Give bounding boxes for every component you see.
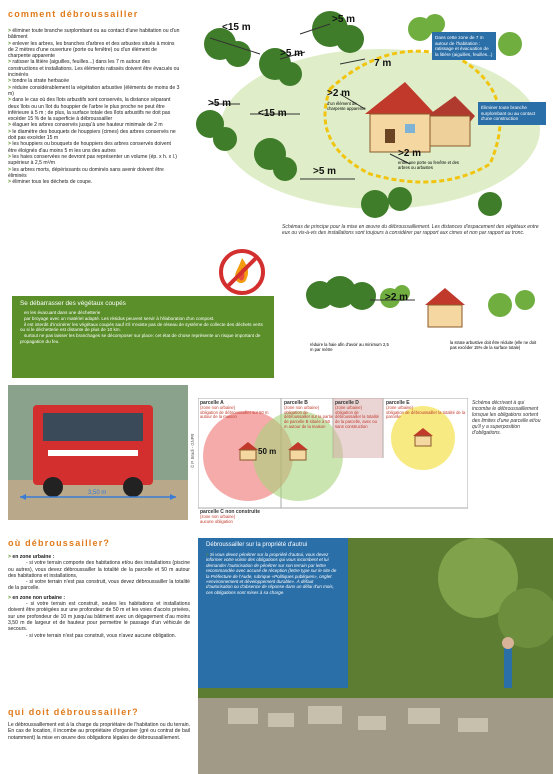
porte-label: entre une porte ou fenêtre et des arbres ou arbustes bbox=[398, 160, 459, 170]
diagram-caption: Schémas de principe pour la mise en œuvre du débroussaillement. Les distances d'espacement des végétaux entre eux ou vis-à-vis des installations sont toujours à considérer par rapport aux cimes et non par rapport au tronc. bbox=[282, 224, 539, 236]
list-item: > tondre la strate herbacée bbox=[8, 78, 180, 84]
list-item: > enlever les arbres, les branches d'arbres et des arbustes situés à moins de 2 mètres d'une ouverture (porte ou fenêtre) ou d'un élément de charpente apparente bbox=[8, 41, 180, 60]
hedge-illustration bbox=[300, 260, 550, 340]
distance-label: >5 m bbox=[332, 14, 356, 25]
parcel-c bbox=[200, 510, 310, 524]
list-item: > en les évacuant dans une déchetterie bbox=[20, 310, 266, 316]
list-item: > surtout ne pas laisser les branchages se décomposer sur place: cet état de chose représente un risque important de propagation du feu. bbox=[20, 333, 266, 345]
distance-label: 50 m bbox=[258, 447, 277, 456]
section-title-ou: où débroussailler? bbox=[8, 538, 111, 548]
parcel-a-text: obligation de débroussailler sur 50 m autour de la maison bbox=[200, 409, 269, 420]
parcel-c-name: parcelle C non construite bbox=[200, 509, 261, 515]
parcel-e-zone: (zone urbaine) bbox=[386, 404, 414, 410]
parcel-e-name: parcelle E bbox=[386, 400, 410, 406]
who-text: Le débroussaillement est à la charge du propriétaire de l'habitation ou du terrain. En cas de location, il incombe au propriétaire d'organiser (gré ou contrat de bail notamment) la mise en œuvre des obligations légales de débroussaillement. bbox=[8, 722, 190, 741]
distance-label: 7 m bbox=[374, 58, 392, 69]
parcel-e-text: obligation de débroussailler la totalité de la parcelle bbox=[386, 409, 466, 420]
parcel-a bbox=[200, 401, 280, 420]
list-item: > il est interdit d'incinérer les végétaux coupés sauf s'il n'existe pas de réseau de système de collecte des déchets verts ou si le déchetterie est distante de plus de 10 km. bbox=[20, 322, 266, 334]
list-item: > réduire considérablement la végétation arbustive (éléments de moins de 3 m) bbox=[8, 85, 180, 98]
parcel-b-text: obligation de débroussailler sur la partie de parcelle B située à 50 m autour de la maison bbox=[284, 409, 334, 429]
tag-branches: Éliminer toute branche surplombant ou au contact d'une construction bbox=[478, 102, 546, 125]
parcel-d-text: obligation de débroussailler la totalité de la parcelle, avec ou sans construction bbox=[335, 409, 379, 429]
parcel-b-name: parcelle B bbox=[284, 400, 308, 406]
bluebox-title: Débroussailler sur la propriété d'autrui bbox=[206, 542, 308, 548]
section-title-comment: comment débroussailler bbox=[8, 9, 139, 19]
distance-label: >2 m bbox=[327, 88, 351, 99]
parcel-e bbox=[386, 401, 466, 420]
distance-label: >2 m bbox=[385, 292, 409, 303]
haie-caption: réduire la haie afin d'avoir au minimum 2,5 m par mètre bbox=[310, 342, 389, 352]
distance-label: >5 m bbox=[280, 48, 304, 59]
rural-title: > en zone non urbaine : bbox=[8, 595, 190, 601]
urban-text-1: - si votre terrain comporte des habitations et/ou des installations (piscine ou autres), vous devez débroussailler la totalité de la parcelle et 50 m autour des habitations et installations, bbox=[8, 560, 190, 579]
parcel-d-zone: (zone urbaine) bbox=[335, 404, 363, 410]
parcel-b-zone: (zone non urbaine) bbox=[284, 404, 320, 410]
urban-text-2: - si votre terrain n'est pas construit, vous devez débroussailler la totalité de la parcelle. bbox=[8, 579, 190, 592]
propriete-autrui-box bbox=[198, 538, 348, 688]
parcel-d-name: parcelle D bbox=[335, 400, 359, 406]
list-item: > le diamètre des bouquets de houppiers (cimes) des arbres conservés ne doit pas excéder 15 m bbox=[8, 129, 180, 142]
list-item: > dans le cas où des îlots arbustifs sont conservés, la distance séparant deux îlots ou un îlot du houppier de l'arbre le plus proche ne peut être inférieure à 5 m ; de plus, la surface totale des îlots arbustifs ne doit pas excéder 15 % de la superficie à débroussailler bbox=[8, 97, 180, 122]
parcel-d bbox=[335, 401, 383, 430]
section-title-qui: qui doit débroussailler? bbox=[8, 707, 139, 717]
tag-litiere: Dans cette zone de 7 m autour de l'habitation : ratissage et évacuation de la litière (aiguilles, feuilles...) bbox=[432, 32, 496, 60]
distance-label: >5 m bbox=[313, 166, 337, 177]
strate-caption: la strate arbustive doit être réduite (elle ne doit pas excéder 15% de la surface totale) bbox=[450, 340, 537, 350]
distance-label: >2 m bbox=[398, 148, 422, 159]
list-item: > éliminer tous les déchets de coupe. bbox=[8, 179, 180, 185]
parcel-c-zone: (zone non urbaine) bbox=[200, 513, 236, 519]
distance-label: >5 m bbox=[208, 98, 232, 109]
parcel-a-name: parcelle A bbox=[200, 400, 224, 406]
list-item: > élaguer les arbres conservés jusqu'à une hauteur minimale de 2 m bbox=[8, 122, 180, 128]
urban-title: > en zone urbaine : bbox=[8, 554, 190, 560]
bluebox-text: > Si vous devez pénétrer sur la propriété d'autrui, vous devez informer votre voisin des obligations qui vous incombent et lui demander l'autorisation de pénétrer sur son terrain par lettre recommandée avec accusé de réception (lettre type sur le site de la Préfecture de l'Aude, rubrique «Politiques publiques», onglet «environnement et développement durable». À défaut d'autorisation ou d'absence de réponse dans un délai d'un mois, ces obligations sont mises à sa charge. bbox=[198, 552, 348, 595]
instructions-list bbox=[8, 28, 180, 185]
greenbox-title: Se débarrasser des végétaux coupés bbox=[20, 300, 126, 307]
rural-text-1: - si votre terrain est construit, seules les habitations et installations doivent être protégées sur une profondeur de 50 m et les voies d'accès privées, sur une profondeur de 10 m jusqu'au bâtiment avec un dégagement d'au moins 3,50 m de largeur et de hauteur pour permettre le passage d'un véhicule de secours. bbox=[8, 601, 190, 633]
list-item: > les houppiers ou bouquets de houppiers des arbres conservés doivent être éloignés d'au moins 5 m les uns des autres bbox=[8, 141, 180, 154]
list-item: > éliminer toute branche surplombant ou au contact d'une habitation ou d'un bâtiment bbox=[8, 28, 180, 41]
distance-label: <15 m bbox=[222, 22, 251, 33]
truck-photo bbox=[8, 385, 188, 520]
no-fire-icon bbox=[218, 248, 266, 296]
vegetaux-coupes-box bbox=[12, 296, 274, 378]
list-item: > les haies conservées ne devront pas représenter un volume (ép. x h. x l.) supérieur à 2,5 m³/m bbox=[8, 154, 180, 167]
list-item: > par broyage avec un matériel adapté. Les résidus peuvent servir à l'élaboration d'un compost. bbox=[20, 316, 266, 322]
parcels-caption: Schéma décrivant à qui incombe le débroussaillement lorsque les obligations sortent des limites d'une parcelle et/ou qu'il y a superposition d'obligations. bbox=[472, 400, 541, 436]
list-item: > les arbres morts, dépérissants ou dominés sans avenir doivent être éliminés bbox=[8, 167, 180, 180]
where-text bbox=[8, 554, 190, 639]
truck-dimension: 3,50 m bbox=[88, 490, 107, 496]
parcel-a-zone: (zone non urbaine) bbox=[200, 404, 236, 410]
charpente-label: d'un élément de charpente apparente bbox=[327, 101, 366, 111]
parcel-c-text: aucune obligation bbox=[200, 518, 233, 524]
distance-label: <15 m bbox=[258, 108, 287, 119]
parcel-b bbox=[284, 401, 334, 430]
photo-credit: © P. Bradi - GNPR bbox=[190, 433, 195, 468]
list-item: > ratisser la litière (aiguilles, feuilles...) dans les 7 m autour des constructions et installations. Les éléments ratissés doivent être évacués ou incinérés bbox=[8, 59, 180, 78]
rural-text-2: - si votre terrain n'est pas construit, vous n'avez aucune obligation. bbox=[26, 632, 177, 639]
